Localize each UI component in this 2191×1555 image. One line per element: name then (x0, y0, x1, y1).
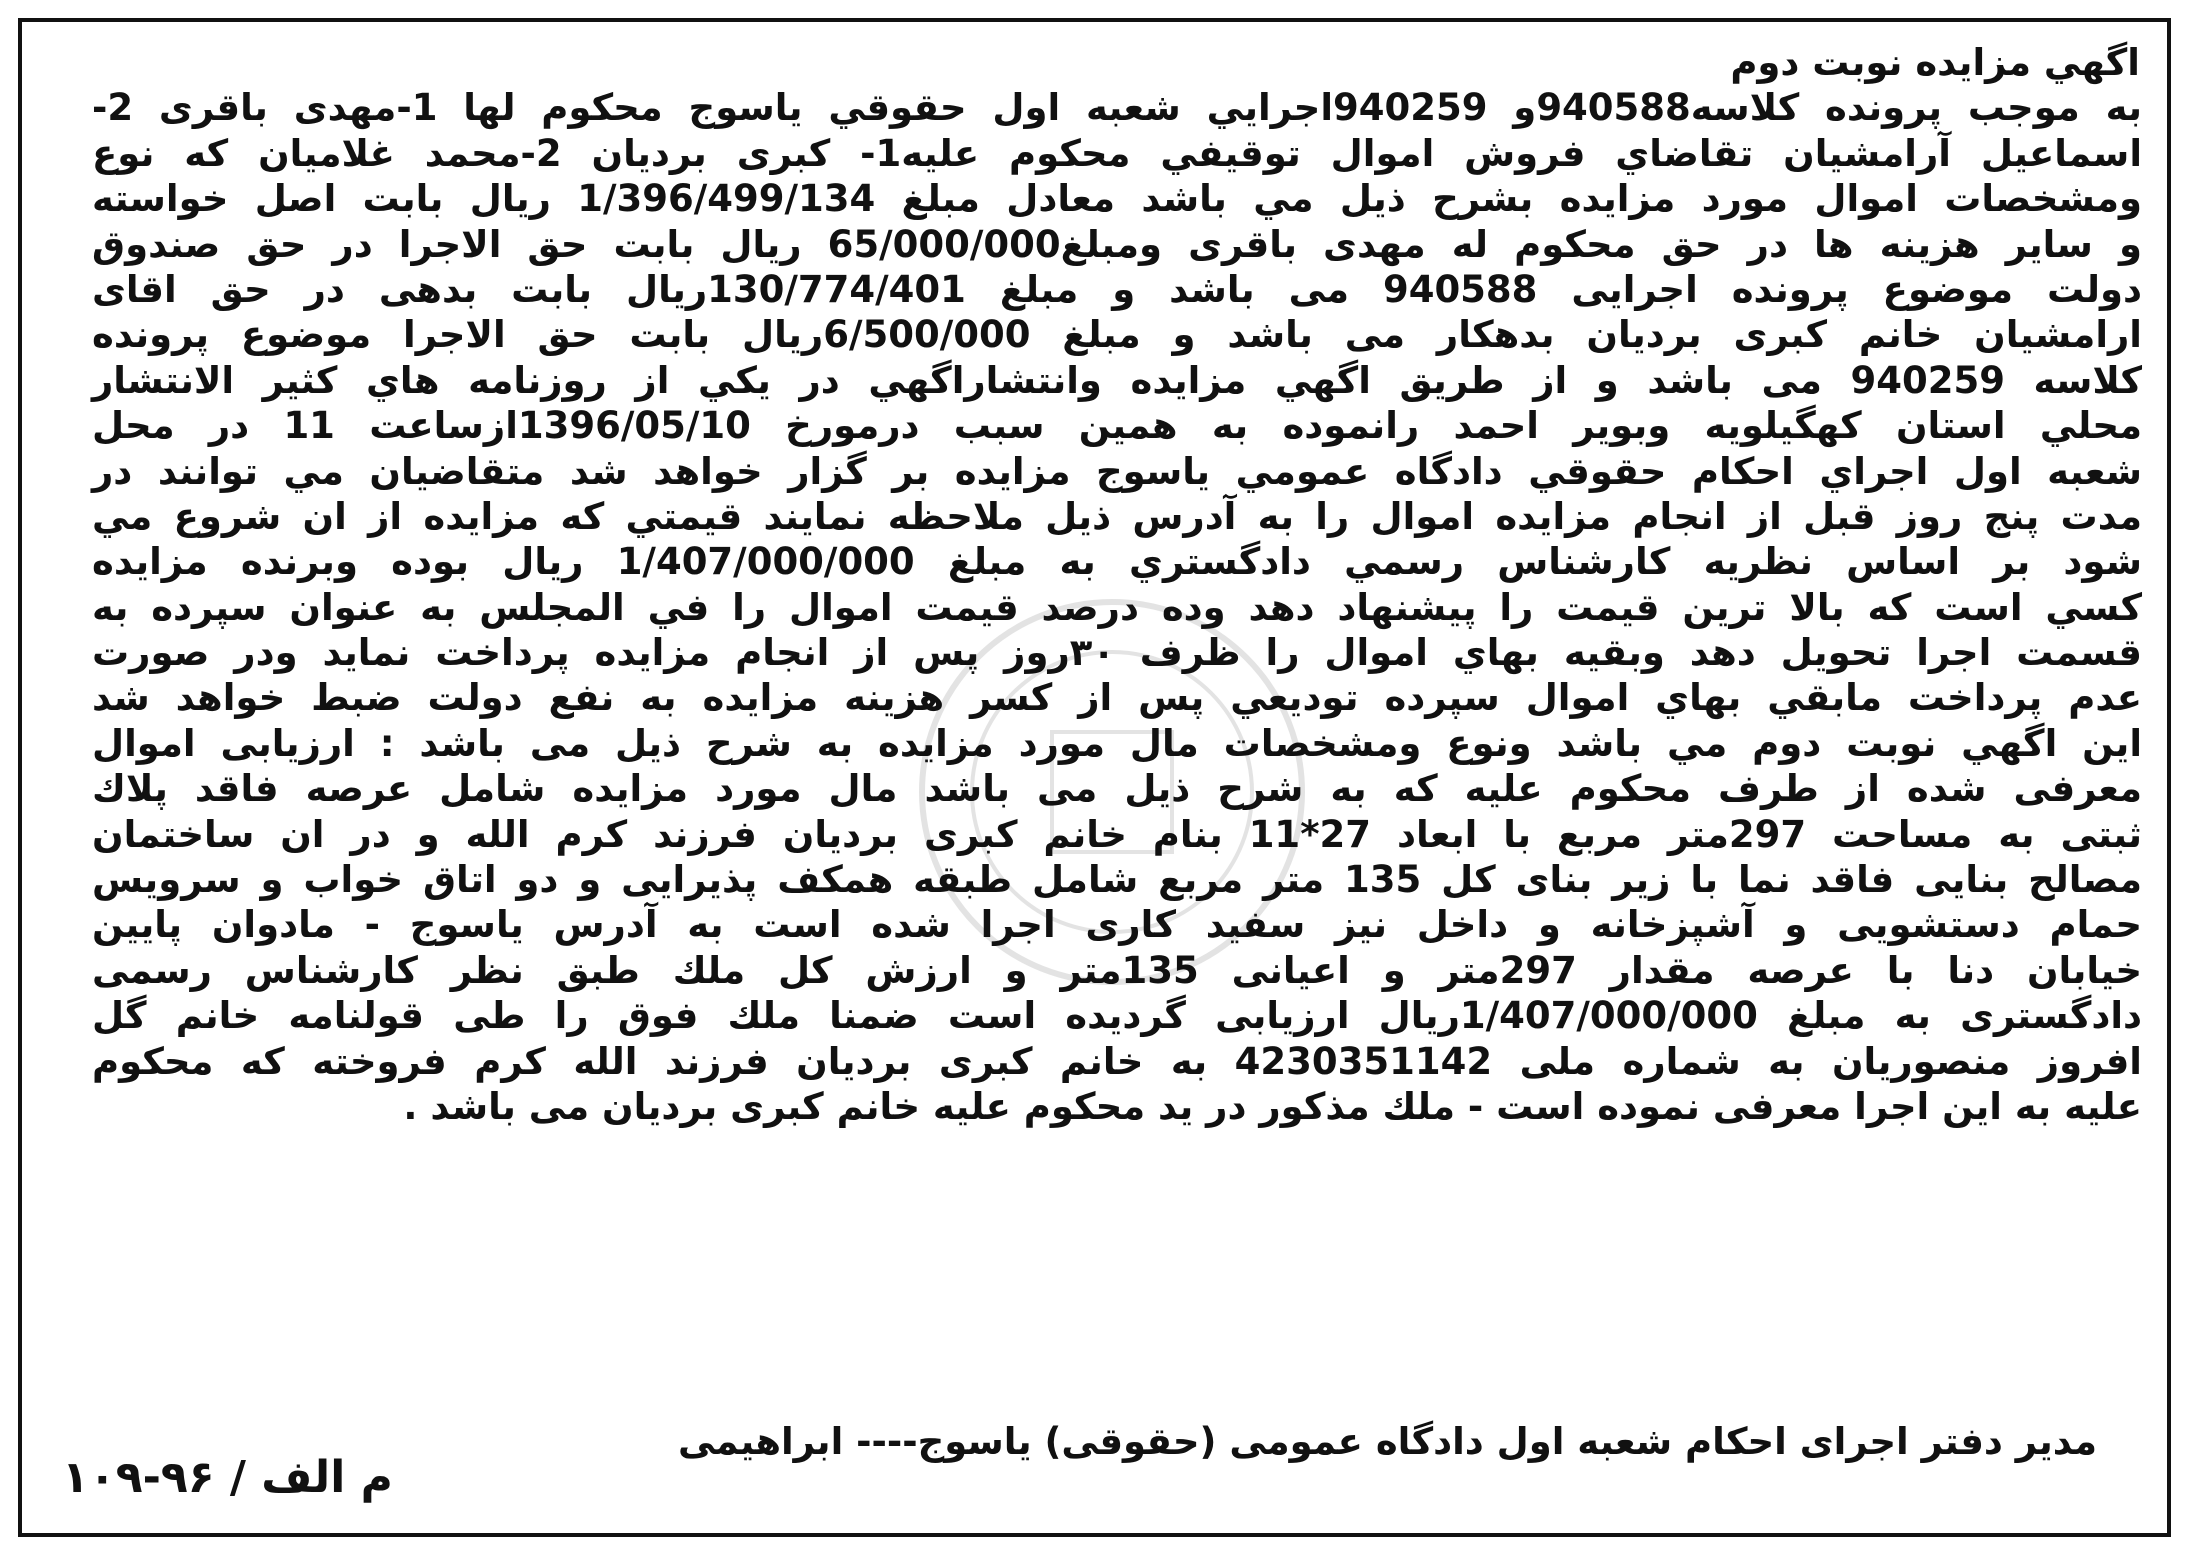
notice-line: عليه به اين اجرا معرفی نموده است - ملك مذكور در يد محكوم عليه خانم كبری برديان می باشد . (403, 1084, 2142, 1128)
signature-line: مدير دفتر اجرای احكام شعبه اول دادگاه عمومی (حقوقی) ياسوج---- ابراهيمی (677, 1420, 2097, 1463)
notice-line: كلاسه 940259 می باشد و از طريق اگهي مزايده وانتشاراگهي در يكي از روزنامه هاي كثير الانتشار (92, 358, 2142, 402)
notice-line: به موجب پرونده كلاسه940588و 940259اجرايي شعبه اول حقوقي ياسوج محكوم لها 1-مهدی باقری 2- (92, 86, 2142, 130)
notice-line: كسي است كه بالا ترين قيمت را پيشنهاد دهد وده درصد قيمت اموال را في المجلس به عنوان سپرده به (92, 585, 2142, 629)
notice-line: ثبتی به مساحت 297متر مربع با ابعاد 27*11 بنام خانم كبری برديان فرزند كرم الله و در ان ساختمان (92, 812, 2143, 856)
notice-line: حمام دستشويی و آشپزخانه و داخل نيز سفيد كاری اجرا شده است به آدرس ياسوج - مادوان پايين (92, 903, 2142, 947)
notice-line: مصالح بنايی فاقد نما با زير بنای كل 135 متر مربع شامل طبقه همكف پذيرايی و دو اتاق خواب و سرويس (92, 858, 2142, 902)
notice-line: معرفی شده از طرف محكوم عليه كه به شرح ذيل می باشد مال مورد مزايده شامل عرصه فاقد پلاك (92, 767, 2142, 811)
notice-line: شعبه اول اجراي احكام حقوقي دادگاه عمومي ياسوج مزايده بر گزار خواهد شد متقاضيان مي توانند در (92, 449, 2142, 493)
notice-title: اگهي مزايده نوبت دوم (1730, 41, 2140, 84)
notice-line: محلي استان كهگيلويه وبوير احمد رانموده به همين سبب درمورخ 1396/05/10ازساعت 11 در محل (92, 404, 2142, 448)
notice-line: و ساير هزينه ها در حق محكوم له مهدی باقری ومبلغ65/000/000 ريال بابت حق الاجرا در حق صندوق (92, 222, 2142, 266)
notice-line: دولت موضوع پرونده اجرايی 940588 می باشد و مبلغ 130/774/401ريال بابت بدهی در حق اقای (92, 267, 2142, 311)
notice-line: ارامشيان خانم كبری برديان بدهكار می باشد و مبلغ 6/500/000ريال بابت حق الاجرا موضوع پرونده (92, 313, 2142, 357)
notice-line: شود بر اساس نظريه كارشناس رسمي دادگستري به مبلغ 1/407/000/000 ريال بوده وبرنده مزايده (92, 540, 2142, 584)
notice-line: قسمت اجرا تحويل دهد وبقيه بهاي اموال را ظرف ۳۰روز پس از انجام مزايده پرداخت نمايد ودر صورت (92, 631, 2142, 675)
reference-code: م الف / ۹۶-۱۰۹ (62, 1452, 393, 1503)
notice-frame (18, 18, 2171, 1537)
notice-line: افروز منصوريان به شماره ملی 4230351142 به خانم كبری برديان فرزند الله كرم فروخته كه محكوم (92, 1039, 2142, 1083)
notice-line: دادگستری به مبلغ 1/407/000/000ريال ارزيابی گرديده است ضمنا ملك فوق را طی قولنامه خانم گل (92, 994, 2142, 1038)
notice-line: خيابان دنا با عرصه مقدار 297متر و اعيانی 135متر و ارزش كل ملك طبق نظر كارشناس رسمی (92, 948, 2143, 992)
notice-body (92, 40, 2142, 1330)
notice-line: مدت پنج روز قبل از انجام مزايده اموال را به آدرس ذيل ملاحظه نمايند قيمتي كه مزايده از ان شروع مي (92, 494, 2142, 538)
notice-line: عدم پرداخت مابقي بهاي اموال سپرده توديعي پس از كسر هزينه مزايده به نفع دولت ضبط خواهد شد (92, 676, 2142, 720)
notice-line: اسماعيل آرامشيان تقاضاي فروش اموال توقيفي محكوم عليه1- كبری برديان 2-محمد غلاميان كه نوع (92, 131, 2142, 175)
notice-line: ومشخصات اموال مورد مزايده بشرح ذيل مي باشد معادل مبلغ 1/396/499/134 ريال بابت اصل خواسته (92, 177, 2142, 221)
notice-line: اين اگهي نوبت دوم مي باشد ونوع ومشخصات مال مورد مزايده به شرح ذيل می باشد : ارزيابی اموال (92, 721, 2142, 765)
